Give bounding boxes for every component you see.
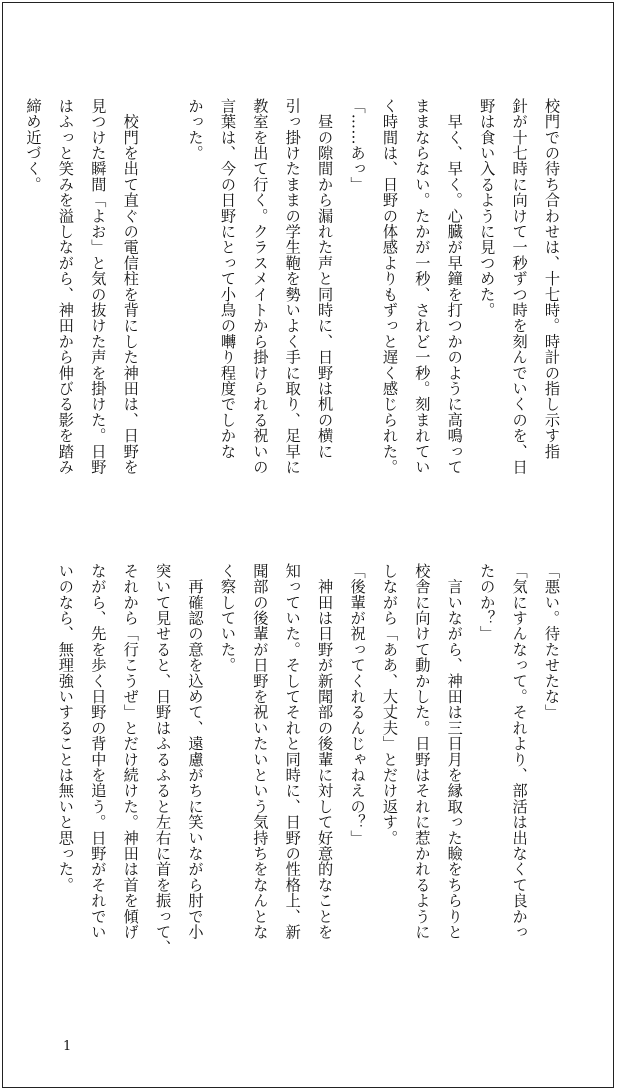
text-line: 言いながら、神田は三日月を縁取った瞼をちらりと xyxy=(445,563,464,940)
text-line: ながら、先を歩く日野の背中を追う。日野がそれでい xyxy=(89,563,108,940)
text-line: はふっと笑みを溢しながら、神田から伸びる影を踏み xyxy=(56,98,75,475)
text-line: 再確認の意を込めて、遠慮がちに笑いながら肘で小 xyxy=(186,563,205,940)
text-line: 「悪い。待たせたな」 xyxy=(543,563,561,720)
text-line: く察していた。 xyxy=(218,563,237,673)
text-line: 校門を出て直ぐの電信柱を背にした神田は、日野を xyxy=(121,98,140,475)
text-line: 針が十七時に向けて一秒ずつ時を刻んでいくのを、日 xyxy=(510,98,529,475)
text-line: 突いて見せると、日野はふるふると左右に首を振って、 xyxy=(154,563,173,956)
text-line: しながら「ああ、大丈夫」とだけ返す。 xyxy=(380,563,399,846)
text-line: 聞部の後輩が日野を祝いたいという気持ちをなんとな xyxy=(251,563,270,940)
text-line: いのなら、無理強いすることは無いと思った。 xyxy=(56,563,75,893)
text-line: 「……あっ」 xyxy=(348,98,367,193)
text-line: 言葉は、今の日野にとって小鳥の囀り程度でしかな xyxy=(218,98,237,460)
text-line: たのか？」 xyxy=(478,563,497,642)
text-line: 知っていた。そしてそれと同時に、日野の性格上、新 xyxy=(283,563,302,940)
text-line: 神田は日野が新聞部の後輩に対して好意的なことを xyxy=(316,563,335,940)
lower-text-block xyxy=(48,563,568,993)
text-line: 見つけた瞬間「よお」と気の抜けた声を掛けた。日野 xyxy=(89,98,108,475)
text-line: 早く、早く。心臓が早鐘を打つかのように高鳴って xyxy=(445,98,464,475)
text-line: 昼の隙間から漏れた声と同時に、日野は机の横に xyxy=(316,98,335,460)
text-line: 校舎に向けて動かした。日野はそれに惹かれるように xyxy=(413,563,432,940)
text-line: く時間は、日野の体感よりもずっと遅く感じられた。 xyxy=(380,98,399,475)
text-line: 校門での待ち合わせは、十七時。時計の指し示す指 xyxy=(543,98,561,460)
page-frame xyxy=(2,2,614,1088)
text-line: それから「行こうぜ」とだけ続けた。神田は首を傾げ xyxy=(121,563,140,940)
blank-line xyxy=(147,98,179,533)
upper-text-block xyxy=(24,98,568,533)
text-line: 引っ掛けたままの学生鞄を勢いよく手に取り、足早に xyxy=(283,98,302,475)
text-line: ままならない。たかが一秒、されど一秒。刻まれてい xyxy=(413,98,432,475)
text-line: 「気にすんなって。それより、部活は出なくて良かっ xyxy=(510,563,529,940)
page-number: 1 xyxy=(63,1039,72,1054)
text-line: 野は食い入るように見つめた。 xyxy=(478,98,497,318)
text-line: 締め近づく。 xyxy=(24,98,43,193)
text-line: 「後輩が祝ってくれるんじゃねえの？」 xyxy=(348,563,367,846)
text-line: 教室を出て行く。クラスメイトから掛けられる祝いの xyxy=(251,98,270,475)
text-line: かった。 xyxy=(186,98,205,161)
